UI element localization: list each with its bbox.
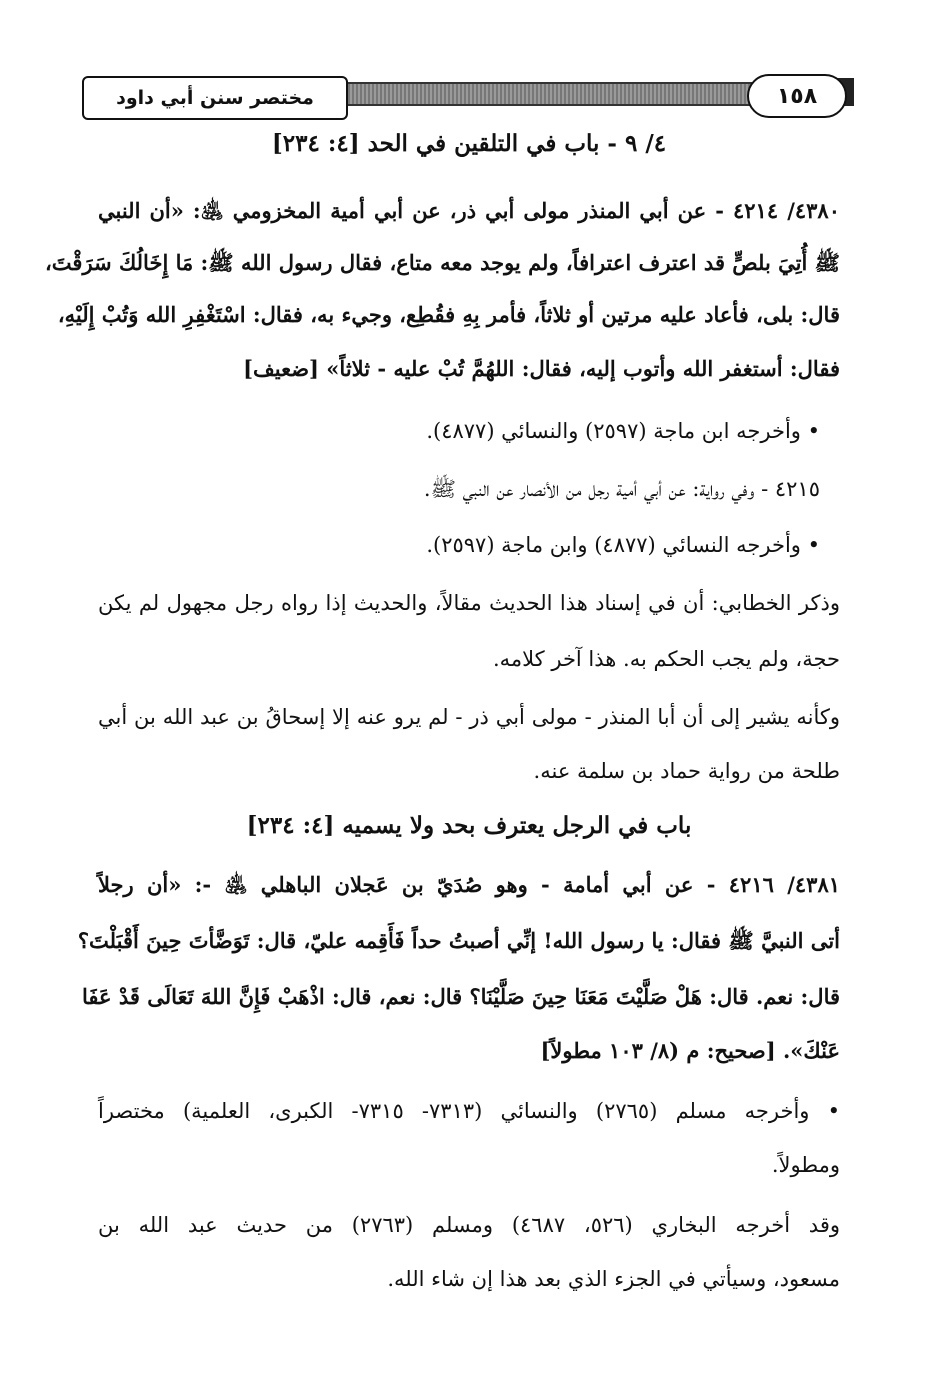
hadith-4216-line-1: ٤٣٨١/ ٤٢١٦ - عن أبي أمامة - وهو صُدَيّ بن عَجلان الباهلي ﵁ -: «أن رجلاً — [98, 872, 841, 897]
book-title: مختصر سنن أبي داود — [82, 76, 348, 120]
hadith-4216-line-3: قال: نعم. قال: هَلْ صَلَّيْتَ مَعَنَا حِينَ صَلَّيْنَا؟ قال: نعم، قال: اذْهَبْ فَإِنَّ اللهَ تَعَالَى قَدْ عَفَا — [82, 984, 840, 1009]
hadith-4214-line-1: ٤٣٨٠/ ٤٢١٤ - عن أبي المنذر مولى أبي ذر، عن أبي أمية المخزومي ﵁: «أن النبي — [98, 198, 840, 223]
takhrij-3-line-1: • وأخرجه مسلم (٢٧٦٥) والنسائي (٧٣١٣- ٧٣١٥- الكبرى، العلمية) مختصراً — [98, 1099, 840, 1123]
note-line-1: وكأنه يشير إلى أن أبا المنذر - مولى أبي ذر - لم يرو عنه إلا إسحاقُ بن عبد الله بن أبي — [98, 705, 840, 729]
note-line-2: طلحة من رواية حماد بن سلمة عنه. — [533, 759, 840, 783]
khattabi-line-1: وذكر الخطابي: أن في إسناد هذا الحديث مقالاً، والحديث إذا رواه رجل مجهول لم يكن — [98, 591, 840, 615]
khattabi-line-2: حجة، ولم يجب الحكم به. هذا آخر كلامه. — [492, 647, 840, 671]
hadith-4216-line-2: أتى النبيَّ ﷺ فقال: يا رسول الله! إنِّي أصبتُ حداً فَأَقِمه عليّ، قال: تَوَضَّأتَ حِينَ أَقْبَلْتَ؟ — [77, 928, 840, 953]
hadith-4214-line-3: قال: بلى، فأعاد عليه مرتين أو ثلاثاً، فأمر بِهِ فقُطِع، وجيء به، فقال: اسْتَغْفِرِ الله وَتُبْ إِلَيْهِ، — [57, 302, 840, 327]
running-header — [82, 70, 854, 128]
takhrij-1: • وأخرجه ابن ماجة (٢٥٩٧) والنسائي (٤٨٧٧). — [426, 419, 820, 443]
bukhari-line-1: وقد أخرجه البخاري (٥٢٦، ٤٦٨٧) ومسلم (٢٧٦٣) من حديث عبد الله بن — [98, 1213, 840, 1237]
chapter-heading-1: ٤/ ٩ - باب في التلقين في الحد [٤: ٢٣٤] — [271, 130, 667, 157]
chapter-heading-2: باب في الرجل يعترف بحد ولا يسميه [٤: ٢٣٤] — [246, 812, 692, 839]
takhrij-2: • وأخرجه النسائي (٤٨٧٧) وابن ماجة (٢٥٩٧). — [426, 533, 820, 557]
hadith-4214-line-4: فقال: أستغفر الله وأتوب إليه، فقال: اللهُمَّ تُبْ عليه - ثلاثاً» [ضعيف] — [243, 356, 840, 381]
page-number: ١٥٨ — [747, 74, 847, 118]
hadith-4215: ٤٢١٥ - وفي رواية: عن أبي أمية رجل من الأنصار عن النبي ﷺ. — [423, 477, 820, 501]
hadith-4214-line-2: ﷺ أُتِيَ بلصٍّ قد اعترف اعترافاً، ولم يوجد معه متاع، فقال رسول الله ﷺ: مَا إِخَالُكَ سَرَقْتَ، — [45, 250, 840, 275]
takhrij-3-line-2: ومطولاً. — [771, 1153, 840, 1177]
hadith-4216-line-4: عَنْكَ». [صحيح: م (٨/ ١٠٣ مطولاً] — [540, 1038, 840, 1063]
bukhari-line-2: مسعود، وسيأتي في الجزء الذي بعد هذا إن شاء الله. — [387, 1267, 840, 1291]
